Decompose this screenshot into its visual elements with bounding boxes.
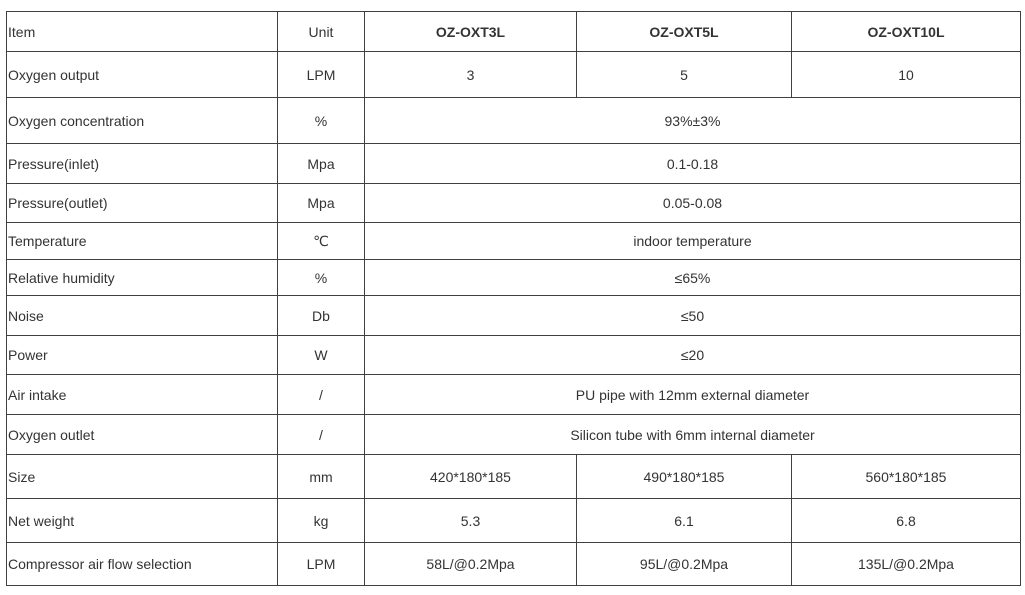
row-pressure-inlet [7, 144, 1021, 184]
row-oxygen-output [7, 52, 1021, 98]
header-model-5l: OZ-OXT5L [577, 12, 792, 52]
header-model-3l: OZ-OXT3L [365, 12, 577, 52]
row-unit: W [278, 336, 365, 375]
row-label: Relative humidity [7, 260, 278, 296]
row-value: 560*180*185 [792, 455, 1021, 499]
row-unit: ℃ [278, 223, 365, 260]
row-value: 3 [365, 52, 577, 98]
row-power [7, 336, 1021, 375]
row-value: 0.1-0.18 [365, 144, 1021, 184]
row-label: Compressor air flow selection [7, 543, 278, 586]
row-unit: % [278, 98, 365, 144]
row-unit: % [278, 260, 365, 296]
row-oxygen-outlet [7, 415, 1021, 455]
row-value: 5 [577, 52, 792, 98]
row-unit: kg [278, 499, 365, 543]
header-unit: Unit [278, 12, 365, 52]
row-value: 490*180*185 [577, 455, 792, 499]
row-label: Oxygen output [7, 52, 278, 98]
row-pressure-outlet [7, 184, 1021, 223]
row-value: 5.3 [365, 499, 577, 543]
row-compressor-air-flow [7, 543, 1021, 586]
row-label: Oxygen concentration [7, 98, 278, 144]
row-air-intake [7, 375, 1021, 415]
row-unit: LPM [278, 543, 365, 586]
header-item: Item [7, 12, 278, 52]
row-unit: / [278, 415, 365, 455]
row-unit: mm [278, 455, 365, 499]
row-label: Oxygen outlet [7, 415, 278, 455]
row-value: 10 [792, 52, 1021, 98]
row-label: Pressure(outlet) [7, 184, 278, 223]
row-value: ≤50 [365, 296, 1021, 336]
row-value: 6.8 [792, 499, 1021, 543]
row-value: 93%±3% [365, 98, 1021, 144]
row-noise [7, 296, 1021, 336]
row-value: Silicon tube with 6mm internal diameter [365, 415, 1021, 455]
row-label: Size [7, 455, 278, 499]
row-net-weight [7, 499, 1021, 543]
row-value: 420*180*185 [365, 455, 577, 499]
row-value: 6.1 [577, 499, 792, 543]
row-value: indoor temperature [365, 223, 1021, 260]
row-unit: Db [278, 296, 365, 336]
row-label: Power [7, 336, 278, 375]
row-value: ≤20 [365, 336, 1021, 375]
row-unit: Mpa [278, 144, 365, 184]
row-label: Net weight [7, 499, 278, 543]
row-label: Pressure(inlet) [7, 144, 278, 184]
row-value: 95L/@0.2Mpa [577, 543, 792, 586]
row-unit: / [278, 375, 365, 415]
row-unit: Mpa [278, 184, 365, 223]
row-value: 0.05-0.08 [365, 184, 1021, 223]
row-label: Noise [7, 296, 278, 336]
row-label: Air intake [7, 375, 278, 415]
row-value: 58L/@0.2Mpa [365, 543, 577, 586]
row-size [7, 455, 1021, 499]
spec-table [6, 11, 1021, 586]
row-value: ≤65% [365, 260, 1021, 296]
row-value: PU pipe with 12mm external diameter [365, 375, 1021, 415]
row-relative-humidity [7, 260, 1021, 296]
row-unit: LPM [278, 52, 365, 98]
row-value: 135L/@0.2Mpa [792, 543, 1021, 586]
header-model-10l: OZ-OXT10L [792, 12, 1021, 52]
row-oxygen-concentration [7, 98, 1021, 144]
table-header-row [7, 12, 1021, 52]
row-label: Temperature [7, 223, 278, 260]
row-temperature [7, 223, 1021, 260]
